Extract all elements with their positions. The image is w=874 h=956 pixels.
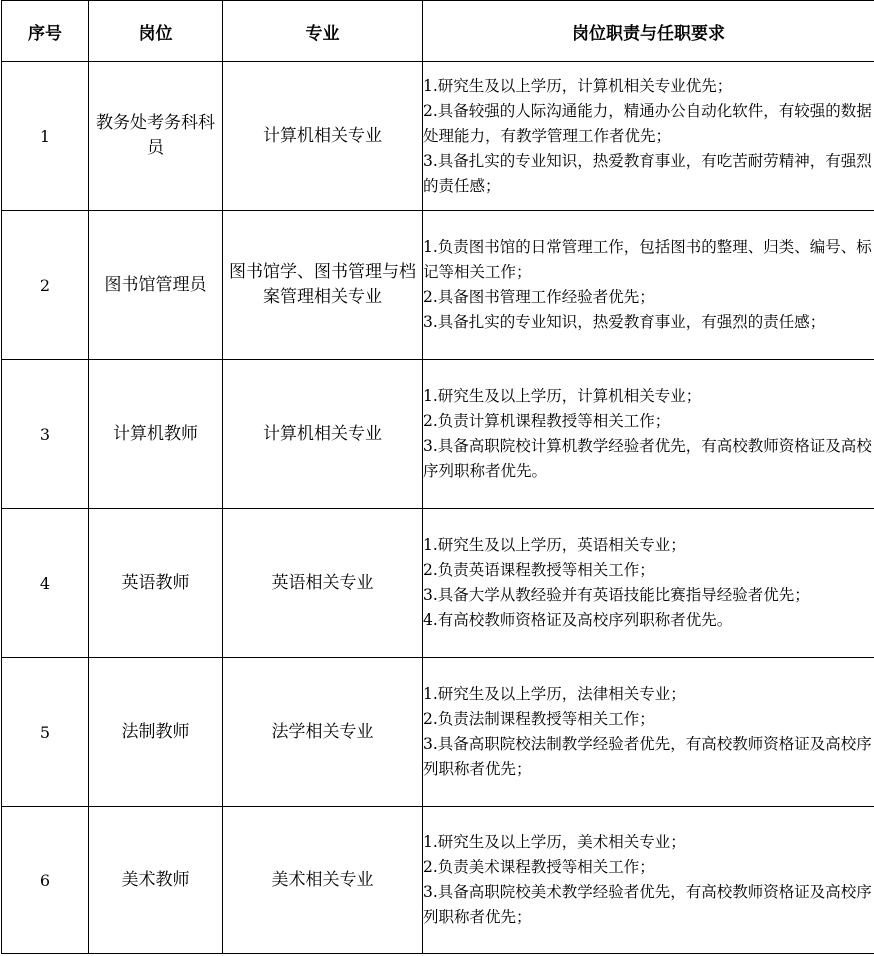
row-index: 5 [2,658,89,807]
row-major: 计算机相关专业 [223,62,423,211]
header-index: 序号 [2,1,89,62]
row-major: 法学相关专业 [223,658,423,807]
row-major: 美术相关专业 [223,807,423,954]
header-row [2,1,874,62]
table-row [2,360,874,509]
row-major: 英语相关专业 [223,509,423,658]
job-requirements-table [1,0,874,954]
requirement-line: 1.研究生及以上学历，美术相关专业； [423,833,686,851]
requirement-line: 2.负责美术课程教授等相关工作； [423,858,655,876]
requirement-line: 1.研究生及以上学历，计算机相关专业优先； [423,76,733,95]
row-index: 4 [2,509,89,658]
requirement-line: 1.研究生及以上学历，英语相关专业； [423,536,686,554]
requirement-line: 3.具备扎实的专业知识，热爱教育事业，有吃苦耐劳精神，有强烈的责任感； [423,151,872,195]
row-position: 教务处考务科科员 [89,62,223,211]
row-requirements [423,658,874,807]
row-major: 图书馆学、图书管理与档案管理相关专业 [223,211,423,360]
requirement-line: 1.研究生及以上学历，法律相关专业； [423,685,686,703]
table-row [2,807,874,954]
row-index: 3 [2,360,89,509]
requirement-line: 3.具备大学从教经验并有英语技能比赛指导经验者优先； [423,586,810,604]
row-position: 计算机教师 [89,360,223,509]
row-index: 6 [2,807,89,954]
requirement-line: 2.负责法制课程教授等相关工作； [423,710,655,728]
requirement-line: 1.负责图书馆的日常管理工作，包括图书的整理、归类、编号、标记等相关工作； [423,238,872,281]
requirement-line: 2.负责英语课程教授等相关工作； [423,561,655,579]
row-major: 计算机相关专业 [223,360,423,509]
requirement-line: 2.负责计算机课程教授等相关工作； [423,412,671,430]
row-position: 英语教师 [89,509,223,658]
table-row [2,62,874,211]
row-position: 美术教师 [89,807,223,954]
requirement-line: 2.具备较强的人际沟通能力，精通办公自动化软件，有较强的数据处理能力，有教学管理工作者优先； [423,101,872,145]
table-row [2,211,874,360]
row-requirements [423,807,874,954]
requirement-line: 3.具备高职院校计算机教学经验者优先，有高校教师资格证及高校序列职称者优先。 [423,437,872,480]
row-requirements [423,62,874,211]
row-index: 1 [2,62,89,211]
row-position: 图书馆管理员 [89,211,223,360]
requirement-line: 4.有高校教师资格证及高校序列职称者优先。 [423,611,733,629]
header-major: 专业 [223,1,423,62]
row-requirements [423,360,874,509]
table-row [2,509,874,658]
row-requirements [423,211,874,360]
row-index: 2 [2,211,89,360]
requirement-line: 3.具备高职院校法制教学经验者优先，有高校教师资格证及高校序列职称者优先； [423,735,872,778]
requirement-line: 3.具备高职院校美术教学经验者优先，有高校教师资格证及高校序列职称者优先； [423,883,872,926]
table-row [2,658,874,807]
row-requirements [423,509,874,658]
row-position: 法制教师 [89,658,223,807]
header-requirements: 岗位职责与任职要求 [423,1,874,62]
requirement-line: 2.具备图书管理工作经验者优先； [423,288,655,306]
requirement-line: 1.研究生及以上学历，计算机相关专业； [423,387,702,405]
requirement-line: 3.具备扎实的专业知识，热爱教育事业，有强烈的责任感； [423,313,826,331]
header-position: 岗位 [89,1,223,62]
